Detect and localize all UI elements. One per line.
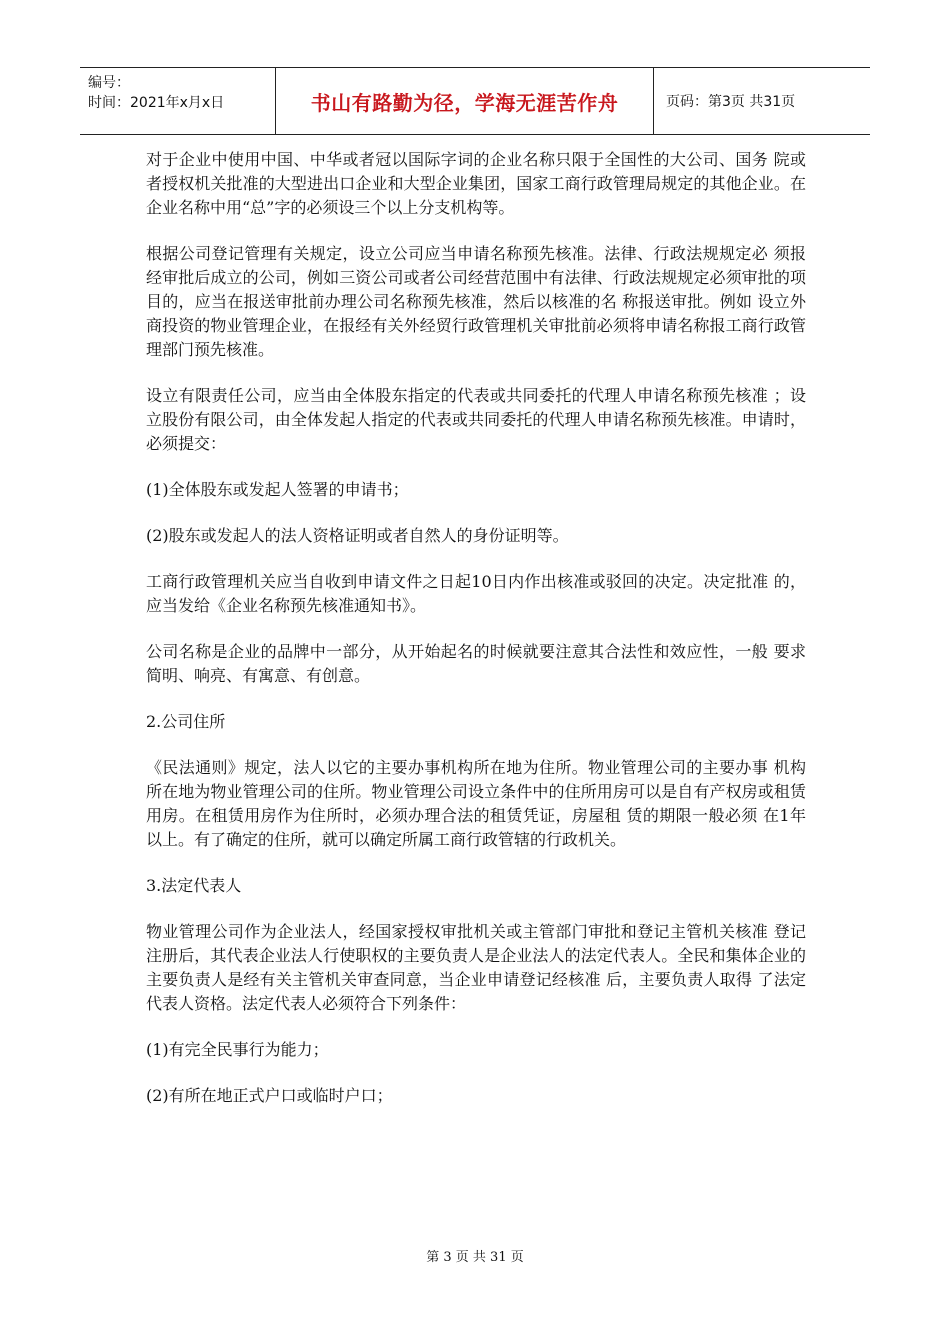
list-item: (2)有所在地正式户口或临时户口； [146,1086,393,1105]
document-date: 时间：2021年x月x日 [88,95,225,111]
paragraph: 物业管理公司作为企业法人，经国家授权审批机关或主管部门审批和登记主管机关核准 登记注册后，其代表企业法人行使职权的主要负责人是企业法人的法定代表人。全民和集体企业的主要负责人是经有关主管机关审查同意，当企业申请登记经核准 后，主要负责人取得 了法定代表人资格。法定代表人必须符合下列条件： [146,922,806,1013]
page-header [80,67,870,135]
page-footer: 第 3 页 共 31 页 [426,1250,524,1265]
document-body [146,148,806,1130]
paragraph: 根据公司登记管理有关规定，设立公司应当申请名称预先核准。法律、行政法规规定必 须报经审批后成立的公司，例如三资公司或者公司经营范围中有法律、行政法规规定必须审批的项目的，应当在报送审批前办理公司名称预先核准，然后以核准的名 称报送审批。例如 设立外商投资的物业管理企业，在报经有关外经贸行政管理机关审批前必须将申请名称报工商行政管理部门预先核准。 [146,244,806,359]
section-heading: 3.法定代表人 [146,876,242,895]
header-motto: 书山有路勤为径，学海无涯苦作舟 [276,68,654,134]
list-item: (1)全体股东或发起人签署的申请书； [146,480,409,499]
header-page-info: 页码：第3页 共31页 [666,94,796,110]
paragraph: 《民法通则》规定，法人以它的主要办事机构所在地为住所。物业管理公司的主要办事 机构所在地为物业管理公司的住所。物业管理公司设立条件中的住所用房可以是自有产权房或租赁用房。在租赁用房作为住所时，必须办理合法的租赁凭证，房屋租 赁的期限一般必须 在1年以上。有了确定的住所，就可以确定所属工商行政管辖的行政机关。 [146,758,806,849]
section-heading: 2.公司住所 [146,712,226,731]
paragraph: 对于企业中使用中国、中华或者冠以国际字词的企业名称只限于全国性的大公司、国务 院或者授权机关批准的大型进出口企业和大型企业集团，国家工商行政管理局规定的其他企业。在企业名称中用“总”字的必须设三个以上分支机构等。 [146,150,806,217]
document-number: 编号： [88,75,130,91]
paragraph: 设立有限责任公司，应当由全体股东指定的代表或共同委托的代理人申请名称预先核准 ；设立股份有限公司，由全体发起人指定的代表或共同委托的代理人申请名称预先核准。申请时，必须提交： [146,386,806,453]
paragraph: 工商行政管理机关应当自收到申请文件之日起10日内作出核准或驳回的决定。决定批准 的，应当发给《企业名称预先核准通知书》。 [146,572,806,615]
list-item: (1)有完全民事行为能力； [146,1040,329,1059]
paragraph: 公司名称是企业的品牌中一部分，从开始起名的时候就要注意其合法性和效应性，一般 要求简明、响亮、有寓意、有创意。 [146,642,806,685]
list-item: (2)股东或发起人的法人资格证明或者自然人的身份证明等。 [146,526,569,545]
header-meta [80,68,276,134]
